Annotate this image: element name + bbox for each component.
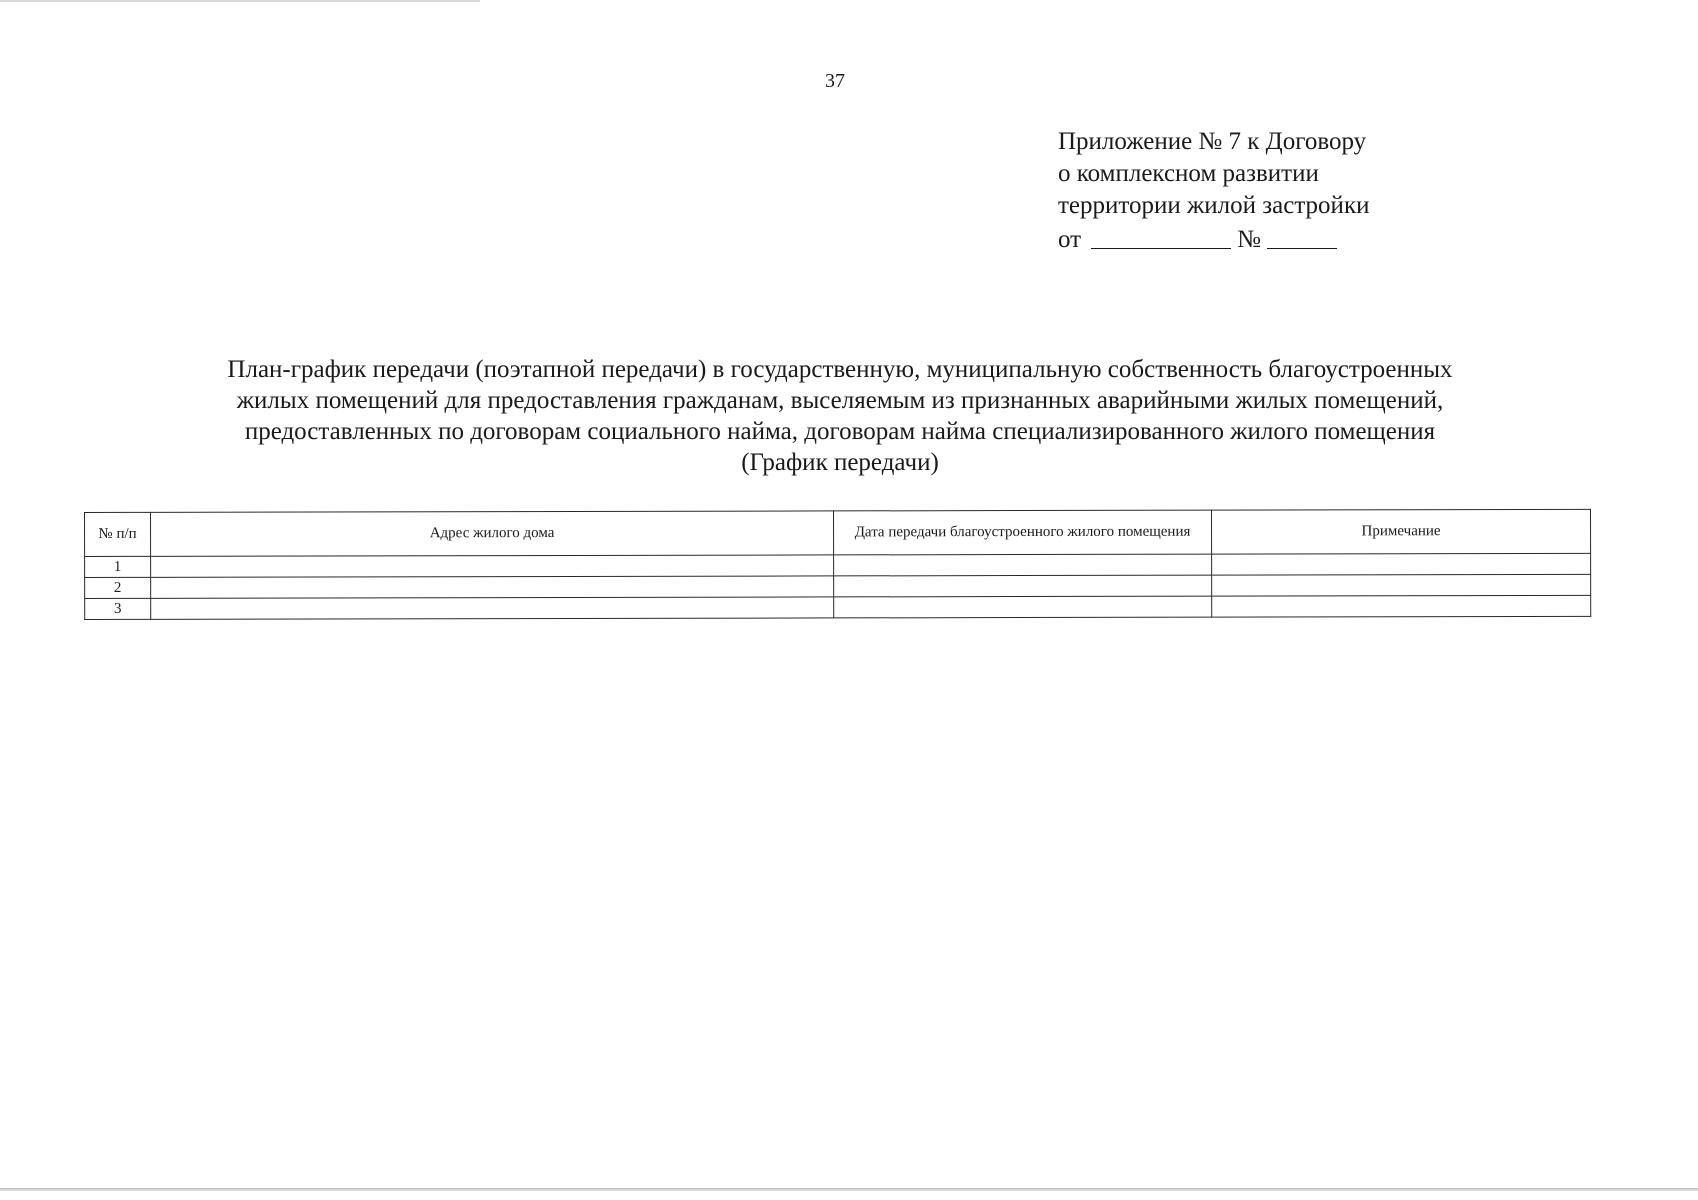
title-line-4: (График передачи): [741, 449, 939, 476]
title-line-2: жилых помещений для предоставления гражданам, выселяемым из признанных аварийными жилых помещений,: [236, 387, 1444, 414]
header-num: № п/п: [85, 512, 151, 556]
cell-address: [151, 555, 834, 577]
table-header-row: [85, 509, 1591, 556]
appendix-from-label: от: [1058, 226, 1082, 253]
title-line-3: предоставленных по договорам социального найма, договорам найма специализированного жилого помещения: [244, 418, 1436, 445]
header-address: Адрес жилого дома: [151, 511, 834, 556]
cell-address: [151, 597, 834, 619]
cell-note: [1212, 574, 1591, 596]
cell-date: [834, 554, 1212, 576]
cell-note: [1212, 595, 1591, 617]
appendix-date-number-line: [1058, 222, 1369, 256]
scan-top-edge: [0, 0, 480, 2]
appendix-line-3: территории жилой застройки: [1058, 192, 1370, 219]
document-title: [60, 354, 1620, 478]
table-row: [85, 595, 1591, 619]
transfer-schedule-table: [84, 509, 1591, 620]
cell-num: 2: [85, 577, 151, 598]
header-date: Дата передачи благоустроенного жилого помещения: [833, 510, 1211, 555]
scan-bottom-edge: [0, 1188, 1698, 1191]
cell-note: [1212, 553, 1591, 575]
cell-date: [834, 596, 1212, 618]
appendix-line-2: о комплексном развитии: [1058, 160, 1319, 187]
appendix-number-label: №: [1237, 226, 1261, 253]
header-note: Примечание: [1211, 509, 1590, 554]
cell-num: 3: [85, 598, 151, 619]
cell-address: [151, 576, 834, 598]
appendix-line-1: Приложение № 7 к Договору: [1058, 128, 1367, 155]
cell-num: 1: [85, 556, 151, 577]
appendix-block: [1058, 126, 1369, 256]
date-blank-field: [1091, 224, 1231, 249]
number-blank-field: [1267, 224, 1337, 249]
title-line-1: План-график передачи (поэтапной передачи) в государственную, муниципальную собственность благоустроенных: [227, 356, 1453, 383]
page-number: 37: [825, 70, 845, 92]
cell-date: [834, 575, 1212, 597]
